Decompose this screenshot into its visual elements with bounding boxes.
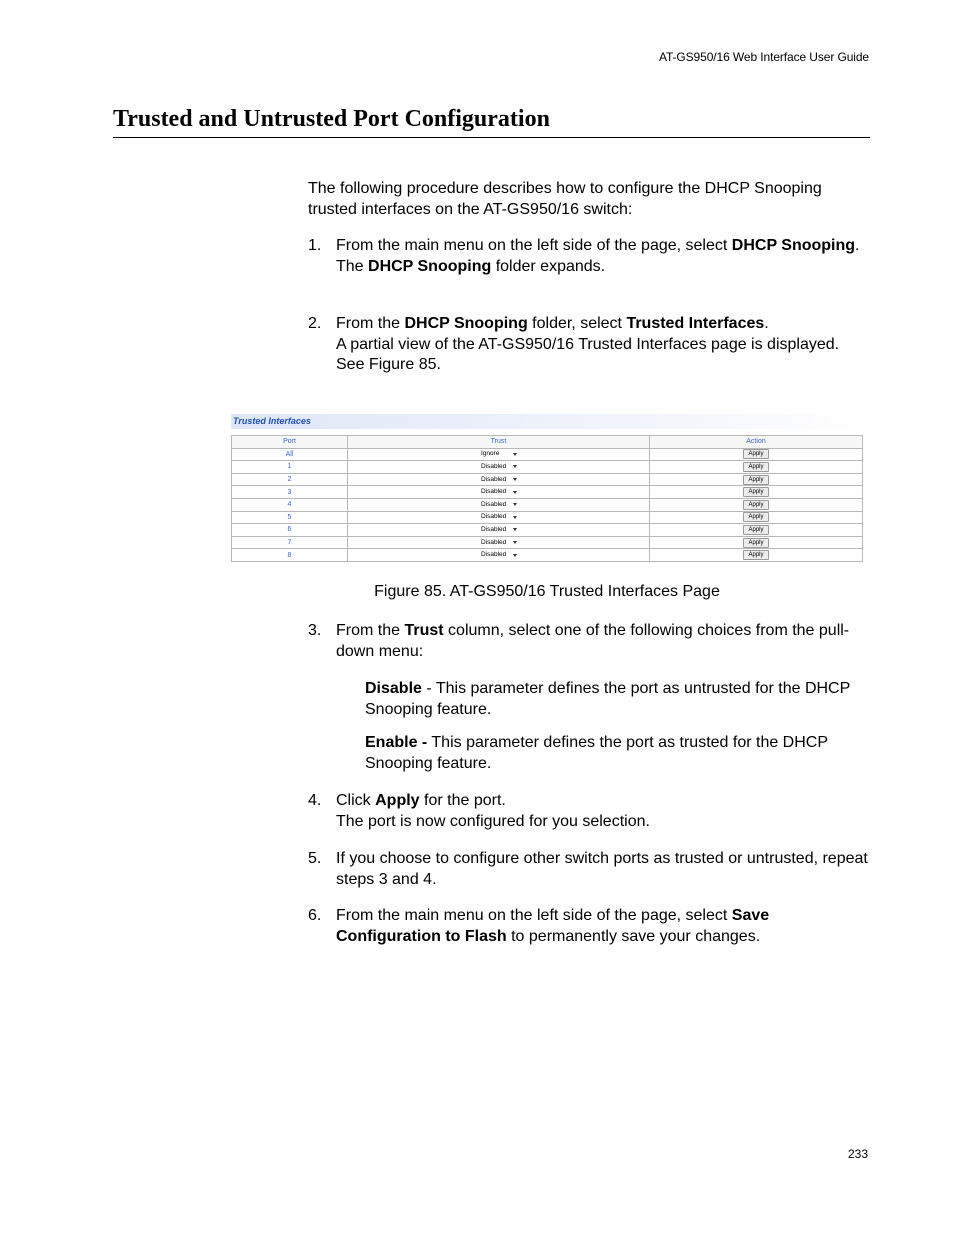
table-header-row — [232, 436, 863, 449]
apply-button[interactable]: Apply — [743, 500, 769, 510]
step-text: If you choose to configure other switch ports as trusted or untrusted, repeat steps 3 and 4. — [336, 850, 868, 888]
apply-button[interactable]: Apply — [743, 512, 769, 522]
table-row — [232, 473, 863, 486]
option-label: Enable - — [365, 734, 428, 751]
step-text-mid: folder, select — [527, 315, 627, 332]
step-bold: DHCP Snooping — [731, 237, 856, 254]
step-number: 3. — [308, 622, 322, 639]
table-row — [232, 461, 863, 474]
step-number: 4. — [308, 792, 322, 809]
trust-select[interactable]: Disabled — [480, 526, 517, 534]
trust-select[interactable]: Ignore — [480, 450, 517, 458]
step-result: A partial view of the AT-GS950/16 Trusted Interfaces page is displayed. See Figure 85. — [336, 335, 840, 373]
trust-select[interactable]: Disabled — [480, 539, 517, 547]
apply-button[interactable]: Apply — [743, 475, 769, 485]
apply-button[interactable]: Apply — [743, 538, 769, 548]
apply-button[interactable]: Apply — [743, 449, 769, 459]
step-result: The — [336, 257, 369, 275]
trust-select[interactable]: Disabled — [480, 501, 517, 509]
port-link[interactable]: 8 — [232, 549, 348, 562]
step-text-end: for the port. — [419, 792, 506, 809]
step-6 — [308, 906, 868, 947]
option-description: This parameter defines the port as trusted for the DHCP Snooping feature. — [365, 734, 828, 772]
step-bold: DHCP Snooping — [404, 315, 528, 332]
port-link[interactable]: 5 — [232, 511, 348, 524]
table-row — [232, 448, 863, 461]
step-5 — [308, 849, 868, 890]
table-row — [232, 511, 863, 524]
step-4 — [308, 791, 868, 832]
step-text: From the main menu on the left side of the page, select — [336, 907, 732, 924]
table-row — [232, 549, 863, 562]
step-text: From the — [336, 315, 405, 332]
option-description: - This parameter defines the port as untrusted for the DHCP Snooping feature. — [365, 680, 850, 718]
port-link[interactable]: 1 — [232, 461, 348, 474]
option-disable — [365, 679, 865, 720]
port-link[interactable]: All — [232, 448, 348, 461]
column-header-action: Action — [650, 436, 863, 449]
step-result: The port is now configured for you selection. — [336, 812, 650, 830]
trust-select[interactable]: Disabled — [480, 551, 517, 559]
step-bold: Trust — [404, 622, 444, 639]
port-link[interactable]: 3 — [232, 486, 348, 499]
step-number: 6. — [308, 907, 322, 924]
step-number: 2. — [308, 315, 322, 332]
apply-button[interactable]: Apply — [743, 462, 769, 472]
section-title: Trusted and Untrusted Port Configuration — [113, 106, 870, 138]
step-text: From the main menu on the left side of the page, select — [336, 237, 732, 254]
step-number: 5. — [308, 850, 322, 867]
port-link[interactable]: 6 — [232, 524, 348, 537]
port-link[interactable]: 4 — [232, 498, 348, 511]
step-number: 1. — [308, 237, 322, 254]
step-3 — [308, 621, 868, 662]
port-link[interactable]: 2 — [232, 473, 348, 486]
option-label: Disable — [365, 680, 422, 697]
trust-select[interactable]: Disabled — [480, 463, 517, 471]
step-1 — [308, 236, 868, 277]
trust-select[interactable]: Disabled — [480, 476, 517, 484]
trusted-interfaces-table — [231, 435, 863, 562]
apply-button[interactable]: Apply — [743, 550, 769, 560]
step-text: From the — [336, 622, 405, 639]
step-text-end: . — [764, 315, 769, 332]
figure-caption: Figure 85. AT-GS950/16 Trusted Interfaces Page — [374, 583, 720, 600]
option-enable — [365, 733, 865, 774]
apply-button[interactable]: Apply — [743, 487, 769, 497]
guide-title: AT-GS950/16 Web Interface User Guide — [658, 50, 869, 64]
figure-panel-title: Trusted Interfaces — [231, 414, 863, 429]
table-row — [232, 486, 863, 499]
table-row — [232, 524, 863, 537]
trusted-interfaces-figure — [231, 414, 863, 561]
step-text-end: column, select one of the following choices from the pull-down menu: — [336, 622, 850, 660]
column-header-port: Port — [232, 436, 348, 449]
apply-button[interactable]: Apply — [743, 525, 769, 535]
page-number: 233 — [847, 1147, 868, 1161]
trust-select[interactable]: Disabled — [480, 488, 517, 496]
intro-paragraph: The following procedure describes how to configure the DHCP Snooping trusted interfaces on the AT-GS950/16 switch: — [308, 180, 822, 218]
column-header-trust: Trust — [348, 436, 650, 449]
port-link[interactable]: 7 — [232, 536, 348, 549]
step-text: Click — [336, 792, 376, 809]
step-2 — [308, 314, 868, 376]
step-bold: Save Configuration to Flash — [336, 907, 770, 945]
trust-select[interactable]: Disabled — [480, 513, 517, 521]
step-bold-2: Trusted Interfaces — [626, 315, 765, 332]
step-text-end: to permanently save your changes. — [506, 927, 761, 945]
table-row — [232, 536, 863, 549]
step-text-end: . — [855, 237, 860, 254]
step-result-bold: DHCP Snooping — [368, 257, 492, 275]
table-row — [232, 498, 863, 511]
step-result-end: folder expands. — [491, 257, 606, 275]
step-bold: Apply — [375, 792, 420, 809]
